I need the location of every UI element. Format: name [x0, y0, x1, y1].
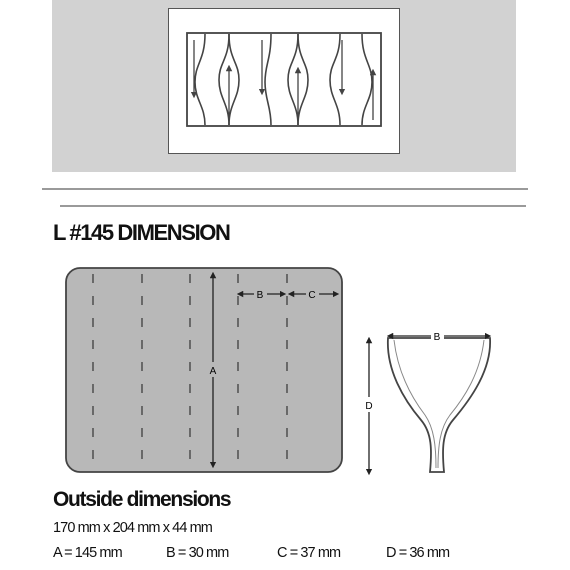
outside-dimensions-title: Outside dimensions — [53, 488, 231, 511]
dimension-diagram — [0, 250, 570, 490]
tray-illustration — [0, 0, 570, 200]
dimension-legend-a: A = 145 mm — [53, 545, 122, 561]
dimension-c-label: C — [308, 290, 316, 301]
dimension-d-label: D — [365, 401, 373, 412]
tray-inner-outline — [187, 33, 381, 126]
dimension-b-label: B — [256, 290, 264, 301]
divider-rule — [60, 205, 526, 207]
dimension-legend-d: D = 36 mm — [386, 545, 450, 561]
dimension-b-profile-label: B — [433, 332, 441, 343]
dimension-a-label: A — [209, 366, 217, 377]
tray-top-view — [66, 268, 342, 472]
divider-rule — [42, 188, 528, 190]
dimension-legend-b: B = 30 mm — [166, 545, 229, 561]
outside-dimensions-value: 170 mm x 204 mm x 44 mm — [53, 520, 212, 536]
dimension-legend-c: C = 37 mm — [277, 545, 341, 561]
page-title: L #145 DIMENSION — [53, 220, 230, 245]
